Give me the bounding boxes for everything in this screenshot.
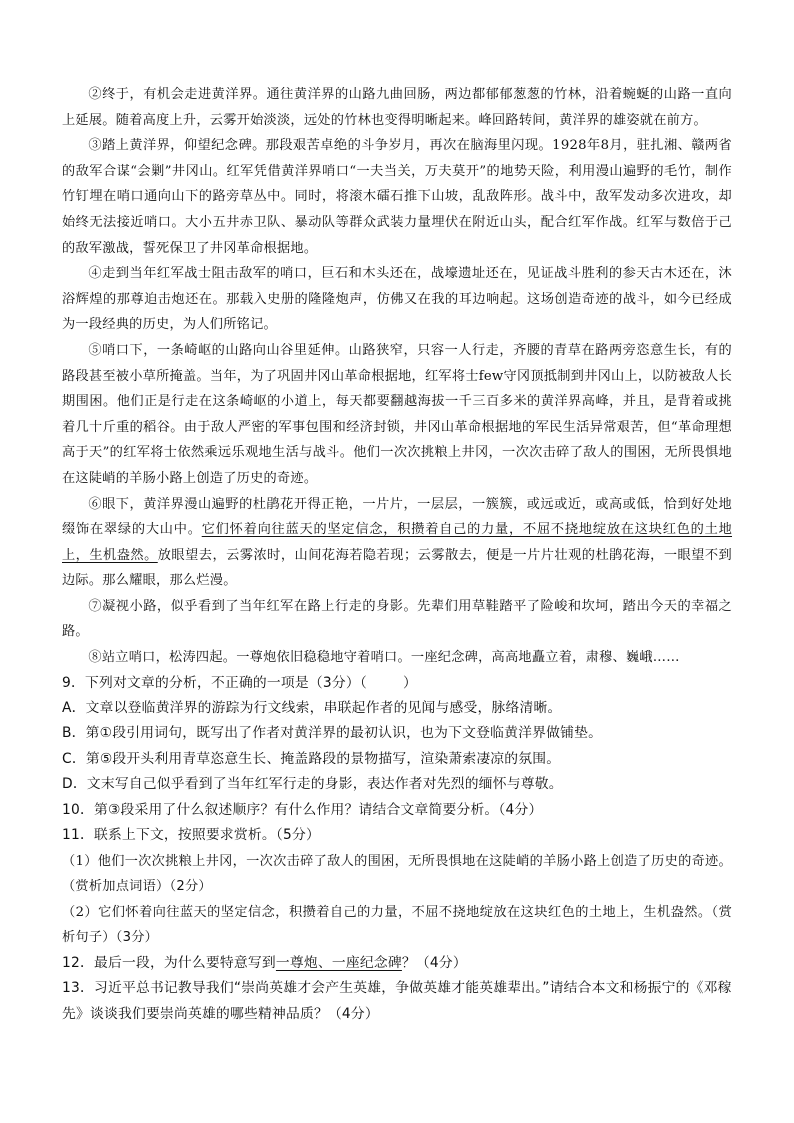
- passage-paragraph-8: ⑧站立哨口，松涛四起。一尊炮依旧稳稳地守着哨口。一座纪念碑，高高地矗立着，肃穆、巍峨……: [88, 650, 680, 666]
- question-11-part-2-instruction: （赏析句子）（3分）: [62, 904, 733, 946]
- passage-paragraph-4: ④走到当年红军战士阻击敌军的哨口，巨石和木头还在，战壕遗址还在，见证战斗胜利的参天古木还在，沐浴辉煌的那尊迫击炮还在。那载入史册的隆隆炮声，仿佛又在我的耳边响起。这场创造奇迹的战斗，如今已经成为一段经典的历史，为人们所铭记。: [62, 266, 732, 333]
- paragraph-6-underlined-sentence: 它们怀着向往蓝天的坚定信念，积攒着自己的力量，不屈不挠地绽放在这块红色的土地上，生机盎然。: [62, 522, 733, 563]
- passage-paragraph-5: ⑤哨口下，一条崎岖的山路向山谷里延伸。山路狭窄，只容一人行走，齐腰的青草在路两旁恣意生长，有的路段甚至被小草所掩盖。当年，为了巩固井冈山革命根据地，红军将士few守冈顶抵制到井冈山上，以防被敌人长期围困。他们正是行走在这条崎岖的小道上，每天都要翻越海拔一千三百多米的黄洋界高峰，并且，是背着或挑着几十斤重的稻谷。由于敌人严密的军事包围和经济封锁，井冈山革命根据地的军民生活异常艰苦，但“革命理想高于天”的红军将士依然乘远乐观地生活与战斗。他们一次次挑粮上井冈，一次次击碎了敌人的围困，无所畏惧地在这陡峭的羊肠小路上创造了历史的奇迹。: [62, 342, 732, 486]
- question-11-part-1: [62, 849, 732, 900]
- passage-paragraph-6: [62, 492, 732, 594]
- question-11-part-2: [62, 900, 732, 951]
- question-12-underlined: 一尊炮、一座纪念碑: [275, 954, 402, 971]
- question-9-option-d: D．文末写自己似乎看到了当年红军行走的身影，表达作者对先烈的缅怀与尊敬。: [62, 776, 563, 793]
- passage-paragraph-2: ②终于，有机会走进黄洋界。通往黄洋界的山路九曲回肠，两边都郁郁葱葱的竹林，沿着蜿蜒的山路一直向上延展。随着高度上升，云雾开始淡淡，远处的竹林也变得明晰起来。峰回路转间，黄洋界的雄姿就在前方。: [62, 87, 732, 128]
- question-12-tail: ？（4分）: [401, 954, 467, 971]
- question-11-part-1-text: （1）他们一次次挑粮上井冈，一次次击碎了敌人的围困，无所畏惧地在这陡峭的羊肠小路上创造了历史的奇迹。: [62, 853, 732, 869]
- paragraph-6-tail: 放眼望去，云雾浓时，山间花海若隐若现；云雾散去，便是一片片壮观的杜鹃花海，一眼望不到边际。那么耀眼，那么烂漫。: [62, 547, 732, 589]
- question-12-lead: 12．最后一段，为什么要特意写到: [62, 954, 276, 971]
- question-11: 11．联系上下文，按照要求赏析。（5分）: [62, 827, 320, 844]
- passage-paragraph-3: ③踏上黄洋界，仰望纪念碑。那段艰苦卓绝的斗争岁月，再次在脑海里闪现。1928年8月，驻扎湘、赣两省的敌军合谋“会剿”井冈山。红军凭借黄洋界哨口“一夫当关，万夫莫开”的地势天险，利用漫山遍野的毛竹，制作竹钉埋在哨口通向山下的路旁草丛中。同时，将滚木礌石推下山坡，乱敌阵形。战斗中，敌军发动多次进攻，却始终无法接近哨口。大小五井赤卫队、暴动队等群众武装力量埋伏在附近山头，配合红军作战。红军与数倍于己的敌军激战，誓死保卫了井冈革命根据地。: [62, 138, 732, 256]
- question-9-option-c: C．第⑤段开头利用青草恣意生长、掩盖路段的景物描写，渲染萧索凄凉的氛围。: [62, 750, 561, 767]
- question-9-text: 9．下列对文章的分析，不正确的一项是（3分）（: [62, 674, 367, 691]
- question-13: 13．习近平总书记教导我们“崇尚英雄才会产生英雄，争做英雄才能英雄辈出。”请结合本文和杨振宁的《邓稼先》谈谈我们要崇尚英雄的哪些精神品质？（4分）: [62, 980, 732, 1022]
- question-11-part-2-text: （2）它们怀着向往蓝天的坚定信念，积攒着自己的力量，不屈不挠地绽放在这块红色的土地上，生机盎然。: [62, 904, 712, 920]
- document-page: [62, 82, 732, 1027]
- question-9-close-paren: ）: [403, 674, 417, 691]
- question-10: 10．第③段采用了什么叙述顺序？有什么作用？请结合文章简要分析。（4分）: [62, 801, 543, 818]
- question-9-option-b: B．第①段引用词句，既写出了作者对黄洋界的最初认识，也为下文登临黄洋界做铺垫。: [62, 725, 603, 742]
- question-11-part-1-instruction: （赏析加点词语）（2分）: [62, 879, 212, 895]
- question-9: [62, 671, 732, 696]
- question-9-option-a: A．文章以登临黄洋界的游踪为行文线索，串联起作者的见闻与感受，脉络清晰。: [62, 700, 562, 717]
- passage-paragraph-7: ⑦凝视小路，似乎看到了当年红军在路上行走的身影。先辈们用草鞋踏平了险峻和坎坷，踏出今天的幸福之路。: [62, 598, 732, 640]
- question-12: [62, 951, 732, 976]
- paragraph-6-lead: ⑥眼下，黄洋界漫山遍野的杜鹃花开得正艳，一片片，一层层，一簇簇，或远或近，或高或低，恰到好处地缀饰在翠绿的大山中。: [62, 496, 732, 538]
